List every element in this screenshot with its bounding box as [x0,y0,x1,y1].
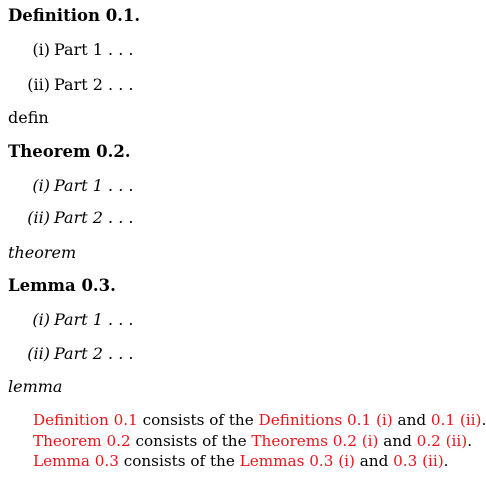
ref-link-lemma-part-2[interactable]: 0.3 (ii) [393,452,444,470]
ref-link-lemma-part-1[interactable]: Lemmas 0.3 (i) [239,452,355,470]
ref-link-lemma[interactable]: Lemma 0.3 [33,452,119,470]
cross-reference-paragraph [33,410,486,472]
ref-link-theorem-part-2[interactable]: 0.2 (ii) [416,431,468,450]
lemma-part-1-text: Part 1 . . . [54,310,134,329]
ref-link-definition-part-2[interactable]: 0.1 (ii) [430,411,482,429]
ref-line-theorem [33,431,473,452]
definition-body: defin [8,108,49,127]
ref-text: and [354,452,394,470]
ref-line-definition [33,410,486,431]
theorem-part-1 [22,176,133,196]
ref-text: . [467,431,473,450]
lemma-part-1 [22,310,133,330]
ref-link-theorem-part-1[interactable]: Theorems 0.2 (i) [251,431,379,450]
lemma-part-2 [22,344,133,364]
ref-text: consists of the [137,411,259,429]
lemma-body: lemma [8,377,63,396]
theorem-part-2 [22,208,133,228]
theorem-heading: Theorem 0.2. [8,142,131,161]
ref-line-lemma [33,451,469,472]
lemma-part-2-text: Part 2 . . . [54,344,134,363]
definition-part-2-text: Part 2 . . . [54,75,134,94]
definition-part-1-label: (i) [32,40,50,59]
ref-text: and [378,431,417,450]
lemma-part-1-label: (i) [32,310,50,329]
ref-link-definition[interactable]: Definition 0.1 [33,411,138,429]
theorem-part-1-text: Part 1 . . . [54,176,134,195]
ref-text: consists of the [118,452,240,470]
definition-part-1 [22,40,133,60]
ref-link-definition-part-1[interactable]: Definitions 0.1 (i) [258,411,393,429]
lemma-heading: Lemma 0.3. [8,276,116,295]
theorem-part-1-label: (i) [32,176,50,195]
definition-heading: Definition 0.1. [8,6,141,25]
theorem-part-2-text: Part 2 . . . [54,208,134,227]
ref-text: and [392,411,431,429]
ref-text: . [443,452,449,470]
lemma-part-2-label: (ii) [27,344,50,363]
definition-part-1-text: Part 1 . . . [54,40,134,59]
theorem-part-2-label: (ii) [27,208,50,227]
theorem-body: theorem [8,243,77,262]
definition-part-2-label: (ii) [27,75,50,94]
definition-part-2 [22,75,133,95]
ref-text: . [481,411,486,429]
ref-text: consists of the [130,431,252,450]
ref-link-theorem[interactable]: Theorem 0.2 [33,431,131,450]
